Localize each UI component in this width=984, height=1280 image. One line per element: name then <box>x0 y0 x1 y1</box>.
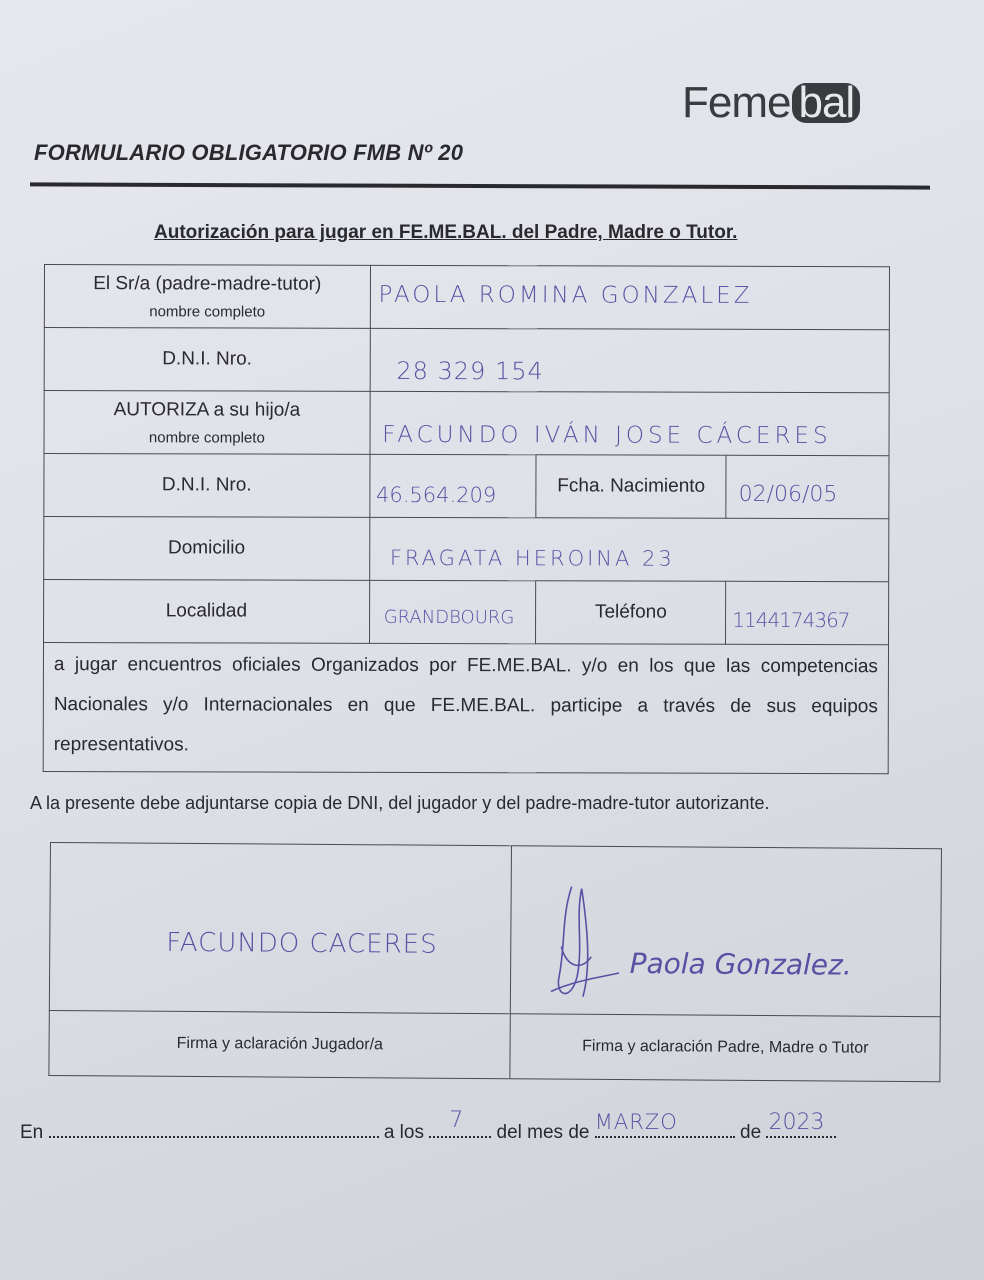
player-signature-value: FACUNDO CACERES <box>166 927 438 960</box>
localidad-label-cell <box>44 580 370 644</box>
child-name-value: FACUNDO IVÁN JOSE CÁCERES <box>382 421 832 450</box>
month-value: MARZO <box>594 1110 678 1134</box>
tutor-dni-label-cell <box>44 328 370 392</box>
signature-scribble-icon <box>531 876 622 1017</box>
child-dni-value: 46.564.209 <box>376 482 497 508</box>
place-blank[interactable] <box>49 1122 379 1138</box>
domicilio-label-cell <box>44 517 370 581</box>
telefono-cell[interactable] <box>726 581 889 644</box>
title-rule <box>30 182 930 189</box>
a-los-label: a los <box>383 1122 424 1143</box>
signature-table <box>48 842 942 1082</box>
telefono-label-cell <box>536 581 726 644</box>
nombre-completo-label: nombre completo <box>149 302 266 321</box>
child-dni-label-cell <box>44 454 370 518</box>
year-blank[interactable] <box>766 1110 836 1138</box>
nombre-completo-label-2: nombre completo <box>148 428 265 447</box>
dni-label-2: D.N.I. Nro. <box>161 474 252 496</box>
authorization-table <box>43 264 890 774</box>
attachment-note: A la presente debe adjuntarse copia de DNI, del jugador y del padre-madre-tutor autorizante. <box>30 793 770 813</box>
day-value: 7 <box>449 1108 467 1133</box>
parent-signature-label: Firma y aclaración Padre, Madre o Tutor <box>510 1014 940 1082</box>
month-blank[interactable] <box>594 1110 735 1138</box>
parent-signature-value: Paola Gonzalez. <box>629 947 852 982</box>
day-blank[interactable] <box>429 1108 491 1138</box>
en-label: En <box>20 1122 44 1143</box>
localidad-label: Localidad <box>165 600 248 622</box>
child-name-cell[interactable] <box>370 391 890 455</box>
localidad-cell[interactable] <box>369 580 536 643</box>
child-label-cell <box>44 391 370 455</box>
fecha-nacimiento-label: Fcha. Nacimiento <box>557 475 706 497</box>
del-mes-de-label: del mes de <box>496 1122 590 1143</box>
form-title: FORMULARIO OBLIGATORIO FMB Nº 20 <box>34 140 464 165</box>
domicilio-label: Domicilio <box>168 537 246 559</box>
femebal-logo: Feme bal <box>682 78 860 128</box>
date-line <box>20 1108 836 1144</box>
tutor-label: El Sr/a (padre-madre-tutor) <box>93 272 322 295</box>
birth-label-cell <box>536 455 726 518</box>
tutor-dni-cell[interactable] <box>370 328 890 392</box>
parent-signature-box[interactable] <box>511 846 942 1017</box>
birth-date-value: 02/06/05 <box>738 481 838 508</box>
telefono-value: 1144174367 <box>732 607 850 633</box>
domicilio-value: FRAGATA HEROINA 23 <box>389 545 675 571</box>
player-signature-label: Firma y aclaración Jugador/a <box>49 1010 511 1078</box>
domicilio-cell[interactable] <box>369 517 889 581</box>
player-signature-box[interactable] <box>49 843 512 1014</box>
tutor-dni-value: 28 329 154 <box>396 356 544 386</box>
tutor-name-value: PAOLA ROMINA GONZALEZ <box>378 281 753 309</box>
telefono-label: Teléfono <box>594 601 667 623</box>
form-subtitle: Autorización para jugar en FE.ME.BAL. del Padre, Madre o Tutor. <box>154 222 738 243</box>
birth-date-cell[interactable] <box>726 455 889 518</box>
child-dni-cell[interactable] <box>369 454 536 517</box>
localidad-value: GRANDBOURG <box>383 606 515 629</box>
year-value: 2023 <box>768 1110 825 1135</box>
de-label: de <box>740 1122 762 1143</box>
dni-label: D.N.I. Nro. <box>162 348 252 370</box>
tutor-label-cell <box>44 265 370 329</box>
tutor-name-cell[interactable] <box>370 265 890 329</box>
autoriza-label: AUTORIZA a su hijo/a <box>113 398 301 421</box>
authorization-text: a jugar encuentros oficiales Organizados por FE.ME.BAL. y/o en los que las competencias Nacionales y/o Internacionales en que FE.ME.BAL. participe a través de sus equipos representativos. <box>43 643 888 774</box>
